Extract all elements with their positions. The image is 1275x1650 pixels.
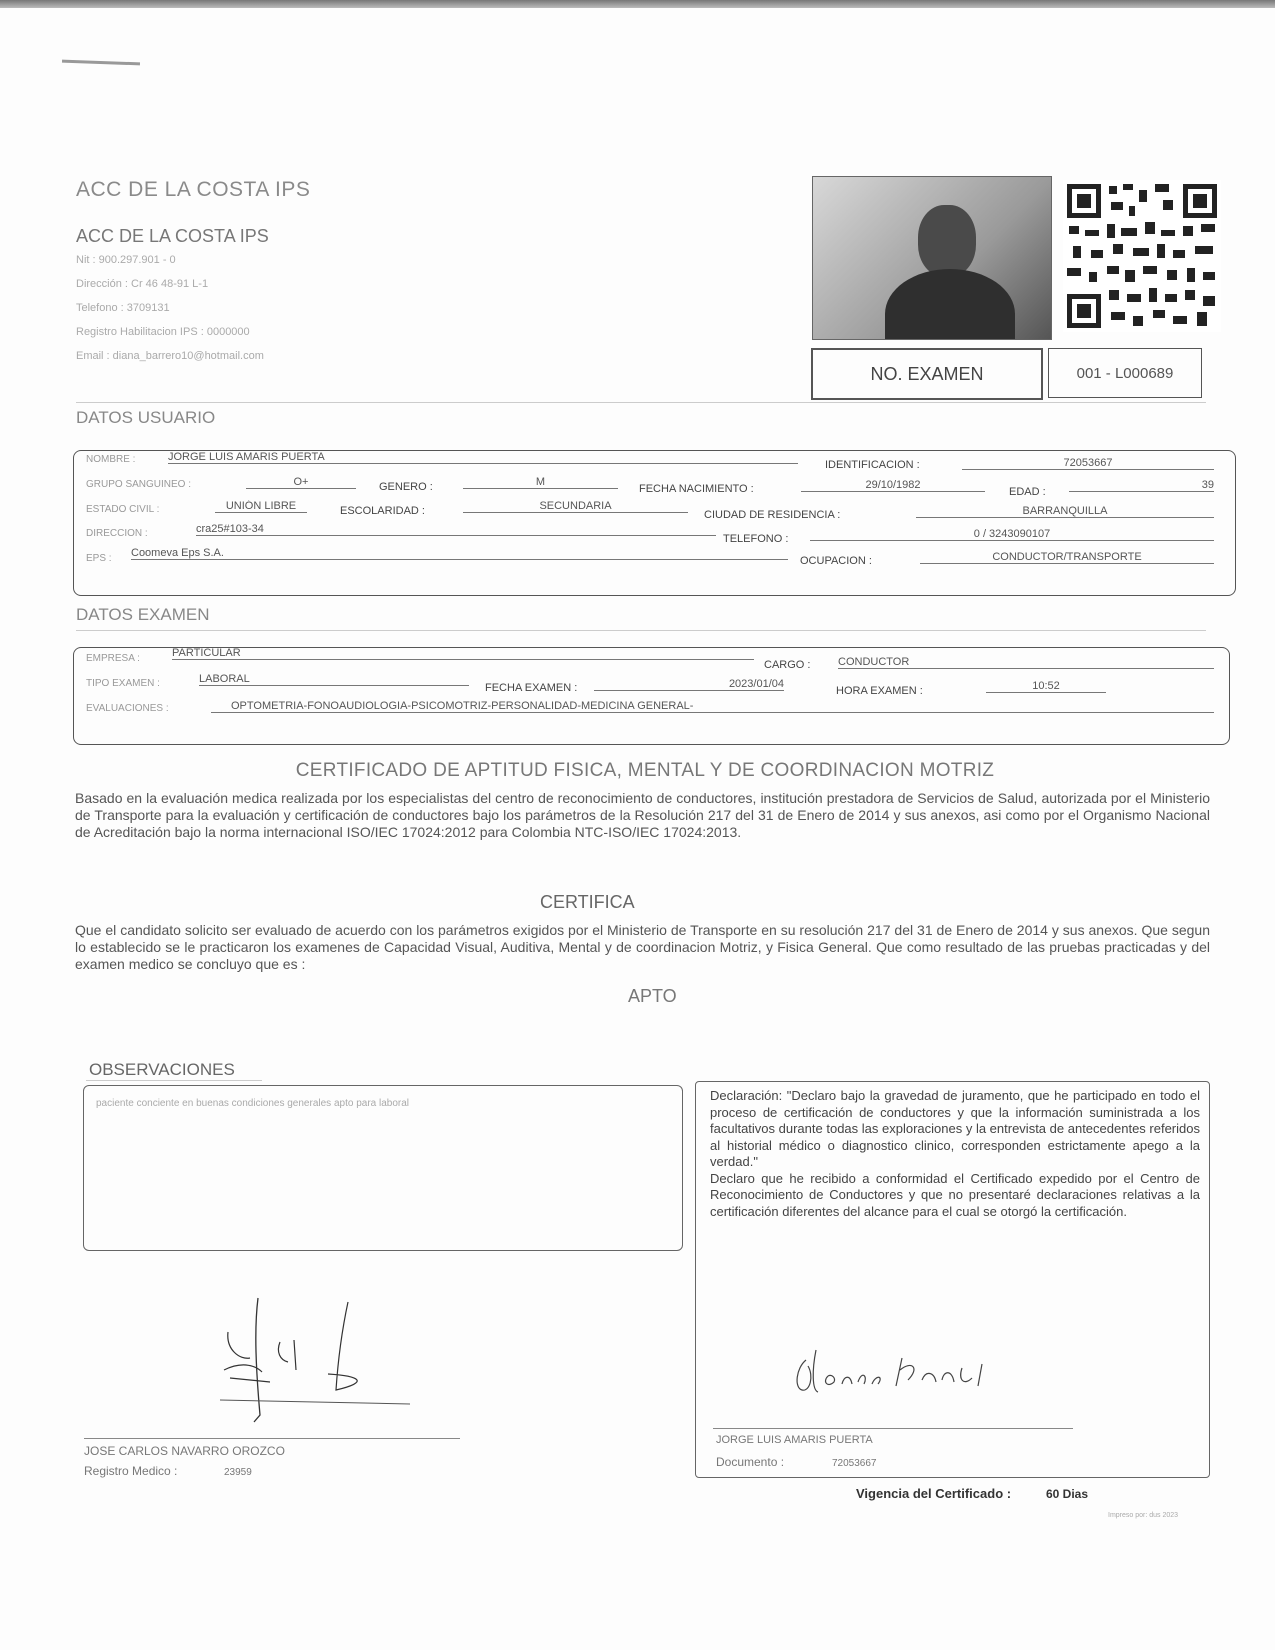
observaciones-box	[83, 1085, 683, 1251]
org-phone: Telefono : 3709131	[76, 302, 170, 314]
org-registry: Registro Habilitacion IPS : 0000000	[76, 326, 250, 338]
scan-top-edge	[0, 0, 1275, 8]
tipo-examen-label: TIPO EXAMEN :	[86, 678, 160, 689]
org-title: ACC DE LA COSTA IPS	[76, 178, 311, 201]
edad-label: EDAD :	[1009, 486, 1046, 498]
identificacion-label: IDENTIFICACION :	[825, 459, 920, 471]
escolaridad-label: ESCOLARIDAD :	[340, 505, 425, 517]
certifica-heading: CERTIFICA	[540, 892, 635, 912]
fecha-nacimiento-label: FECHA NACIMIENTO :	[639, 483, 754, 495]
qr-code	[1063, 180, 1221, 332]
hora-examen-label: HORA EXAMEN :	[836, 685, 923, 697]
doctor-signature	[210, 1290, 420, 1430]
grupo-sanguineo-value: O+	[246, 476, 356, 489]
patient-signature-line	[713, 1428, 1073, 1429]
org-address: Dirección : Cr 46 48-91 L-1	[76, 278, 209, 290]
tipo-examen-value: LABORAL	[199, 673, 469, 686]
section-divider	[76, 402, 1206, 403]
genero-label: GENERO :	[379, 481, 433, 493]
declaracion-text	[710, 1088, 1200, 1220]
datos-examen-title: DATOS EXAMEN	[76, 605, 210, 624]
declaracion-paragraph-1: Declaración: "Declaro bajo la gravedad de juramento, que he participado en todo el proceso de certificación de conductores y que la información suministrada a los facultativos durante todas las exploraciones y la entrevista de antecedentes referidos al historial médico o diagnostico clinico, corresponden estrictamente apego a la verdad."	[710, 1088, 1200, 1169]
patient-documento-label: Documento :	[716, 1455, 785, 1469]
evaluaciones-label: EVALUACIONES :	[86, 703, 169, 714]
fecha-nacimiento-value: 29/10/1982	[801, 479, 985, 492]
user-photo	[812, 176, 1052, 340]
org-nit: Nit : 900.297.901 - 0	[76, 254, 176, 266]
empresa-label: EMPRESA :	[86, 653, 140, 664]
direccion-value: cra25#103-34	[196, 523, 716, 536]
ciudad-label: CIUDAD DE RESIDENCIA :	[704, 509, 841, 521]
doctor-registro-label: Registro Medico :	[84, 1464, 178, 1478]
grupo-sanguineo-label: GRUPO SANGUINEO :	[86, 479, 192, 490]
telefono-value: 0 / 3243090107	[810, 528, 1214, 541]
declaracion-paragraph-2: Declaro que he recibido a conformidad el Certificado expedido por el Centro de Reconocimiento de Conductores y que no presentaré declaraciones relativas a la certificación diferentes del alcance para el cual se otorgó la certificación.	[710, 1170, 1200, 1219]
observaciones-underline	[86, 1080, 262, 1081]
certificate-body: Que el candidato solicito ser evaluado de acuerdo con los parámetros exigidos por el Ministerio de Transporte en su resolución 217 del 31 de Enero de 2014 y sus anexos. Que segun lo establecido se le practicaron los examenes de Capacidad Visual, Auditiva, Mental y de coordinacion Motriz, y Fisica General. Que como resultado de las pruebas practicadas y del examen medico se concluyo que es :	[75, 922, 1210, 972]
exam-number-value: 001 - L000689	[1048, 348, 1202, 398]
doctor-signature-line	[84, 1438, 460, 1439]
eps-value: Coomeva Eps S.A.	[131, 547, 788, 560]
escolaridad-value: SECUNDARIA	[463, 500, 688, 513]
datos-usuario-title: DATOS USUARIO	[76, 408, 216, 427]
eps-label: EPS :	[86, 553, 112, 564]
ciudad-value: BARRANQUILLA	[916, 505, 1214, 518]
ocupacion-label: OCUPACION :	[800, 555, 872, 567]
nombre-label: NOMBRE :	[86, 454, 136, 465]
identificacion-value: 72053667	[962, 457, 1214, 470]
ocupacion-value: CONDUCTOR/TRANSPORTE	[920, 551, 1214, 564]
section-divider	[76, 630, 1206, 631]
vigencia-label: Vigencia del Certificado :	[856, 1486, 1012, 1501]
observaciones-text: paciente conciente en buenas condiciones generales apto para laboral	[96, 1098, 410, 1109]
estado-civil-label: ESTADO CIVIL :	[86, 504, 160, 515]
scan-mark	[62, 60, 140, 66]
impreso-note: Impreso por: dus 2023	[1108, 1512, 1179, 1519]
doctor-name: JOSE CARLOS NAVARRO OROZCO	[84, 1444, 285, 1458]
telefono-label: TELEFONO :	[723, 533, 789, 545]
patient-signature	[792, 1340, 1032, 1410]
doctor-registro-value: 23959	[224, 1467, 252, 1478]
cargo-value: CONDUCTOR	[838, 656, 1214, 669]
hora-examen-value: 10:52	[986, 680, 1106, 693]
fecha-examen-value: 2023/01/04	[594, 678, 784, 691]
estado-civil-value: UNIÓN LIBRE	[215, 500, 307, 513]
edad-value: 39	[1069, 479, 1214, 492]
nombre-value: JORGE LUIS AMARIS PUERTA	[168, 451, 798, 464]
genero-value: M	[463, 476, 618, 489]
observaciones-title: OBSERVACIONES	[89, 1060, 235, 1079]
empresa-value: PARTICULAR	[172, 647, 754, 660]
direccion-label: DIRECCION :	[86, 528, 148, 539]
patient-documento-value: 72053667	[832, 1458, 877, 1469]
org-name: ACC DE LA COSTA IPS	[76, 226, 269, 246]
certificate-intro: Basado en la evaluación medica realizada por los especialistas del centro de reconocimiento de conductores, institución prestadora de Servicios de Salud, autorizada por el Ministerio de Transporte para la evaluación y certificación de conductores bajo los parámetros de la Resolución 217 del 31 de Enero de 2014 y sus anexos, asi como por el Organismo Nacional de Acreditación bajo la norma internacional ISO/IEC 17024:2012 para Colombia NTC-ISO/IEC 17024:2013.	[75, 790, 1210, 840]
patient-name: JORGE LUIS AMARIS PUERTA	[716, 1434, 873, 1446]
certificate-title: CERTIFICADO DE APTITUD FISICA, MENTAL Y DE COORDINACION MOTRIZ	[295, 760, 995, 781]
certificate-result: APTO	[628, 986, 677, 1006]
vigencia-value: 60 Dias	[1046, 1487, 1089, 1501]
cargo-label: CARGO :	[764, 659, 811, 671]
exam-number-label: NO. EXAMEN	[811, 348, 1043, 400]
evaluaciones-value: OPTOMETRIA-FONOAUDIOLOGIA-PSICOMOTRIZ-PERSONALIDAD-MEDICINA GENERAL-	[211, 700, 1214, 713]
fecha-examen-label: FECHA EXAMEN :	[485, 682, 578, 694]
org-email: Email : diana_barrero10@hotmail.com	[76, 350, 264, 362]
